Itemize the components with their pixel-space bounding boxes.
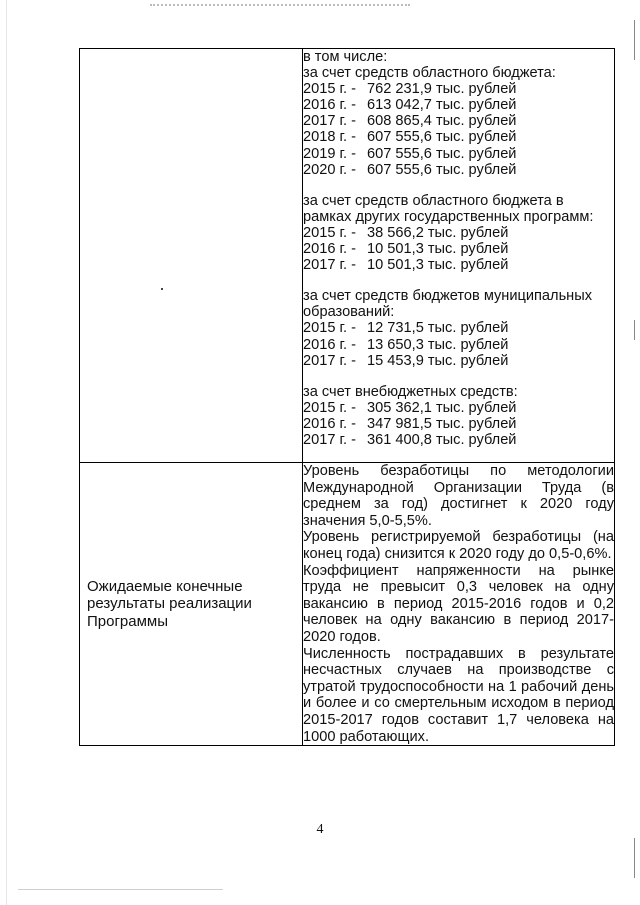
funding-year: 2019 г. -	[303, 145, 357, 162]
funding-intro: в том числе:	[303, 49, 388, 65]
scan-artifact-bottom	[18, 889, 223, 890]
funding-item	[303, 81, 614, 97]
results-label: Ожидаемые конечные результаты реализации Программы	[87, 577, 252, 630]
scan-edge-mark	[634, 320, 635, 340]
funding-amount: 38 566,2 тыс. рублей	[367, 224, 509, 241]
funding-item	[303, 416, 614, 432]
scan-artifact-top	[150, 4, 410, 8]
funding-year: 2017 г. -	[303, 113, 357, 130]
funding-year: 2015 г. -	[303, 399, 357, 416]
page-number: 4	[316, 822, 324, 837]
funding-item	[303, 432, 614, 448]
funding-amount: 607 555,6 тыс. рублей	[367, 145, 517, 162]
funding-heading: рамках других государственных программ:	[303, 208, 594, 225]
funding-item	[303, 241, 614, 257]
scan-speck	[161, 288, 163, 290]
results-label-cell	[80, 463, 303, 746]
scan-edge-mark	[634, 838, 635, 878]
funding-item	[303, 146, 614, 162]
funding-year: 2017 г. -	[303, 352, 357, 369]
funding-label-cell	[80, 49, 303, 463]
funding-amount: 607 555,6 тыс. рублей	[367, 161, 517, 178]
funding-year: 2016 г. -	[303, 97, 357, 114]
funding-year: 2016 г. -	[303, 415, 357, 432]
funding-amount: 762 231,9 тыс. рублей	[367, 81, 517, 98]
funding-amount: 347 981,5 тыс. рублей	[367, 415, 517, 432]
funding-item	[303, 353, 614, 369]
scan-edge-mark	[634, 20, 635, 60]
funding-amount: 608 865,4 тыс. рублей	[367, 113, 517, 130]
results-cell	[303, 463, 615, 746]
funding-item	[303, 129, 614, 145]
funding-year: 2016 г. -	[303, 336, 357, 353]
funding-item	[303, 320, 614, 336]
funding-row	[80, 49, 615, 463]
spacer	[303, 178, 614, 193]
results-paragraph: Уровень безработицы по методологии Международной Организации Труда (в среднем за год) достигнет к 2020 году значения 5,0-5,5%.	[303, 463, 614, 529]
scan-edge	[6, 0, 7, 905]
funding-amount: 12 731,5 тыс. рублей	[367, 320, 509, 337]
funding-item	[303, 162, 614, 178]
funding-amount: 10 501,3 тыс. рублей	[367, 241, 509, 258]
results-paragraph: Уровень регистрируемой безработицы (на конец года) снизится к 2020 году до 0,5-0,6%.	[303, 529, 614, 562]
funding-item	[303, 113, 614, 129]
funding-amount: 613 042,7 тыс. рублей	[367, 97, 517, 114]
spacer	[303, 273, 614, 288]
funding-heading: образований:	[303, 304, 395, 321]
funding-item	[303, 257, 614, 273]
funding-amount: 305 362,1 тыс. рублей	[367, 399, 517, 416]
funding-heading: за счет внебюджетных средств:	[303, 383, 518, 400]
funding-cell	[303, 49, 615, 463]
results-paragraph: Коэффициент напряженности на рынке труда не превысит 0,3 человек на одну вакансию в период 2015-2016 годов и 0,2 человек на одну вакансию в период 2017-2020 годов.	[303, 562, 614, 645]
funding-amount: 361 400,8 тыс. рублей	[367, 431, 517, 448]
funding-item	[303, 400, 614, 416]
funding-item	[303, 225, 614, 241]
funding-amount: 13 650,3 тыс. рублей	[367, 336, 509, 353]
funding-year: 2018 г. -	[303, 129, 357, 146]
spacer	[303, 369, 614, 384]
funding-heading: за счет средств областного бюджета:	[303, 65, 556, 82]
funding-year: 2020 г. -	[303, 161, 357, 178]
program-passport-table	[79, 48, 615, 746]
results-row	[80, 463, 615, 746]
funding-heading: за счет средств бюджетов муниципальных	[303, 288, 593, 305]
funding-item	[303, 337, 614, 353]
funding-amount: 15 453,9 тыс. рублей	[367, 352, 509, 369]
funding-year: 2015 г. -	[303, 224, 357, 241]
funding-heading: за счет средств областного бюджета в	[303, 192, 564, 209]
funding-amount: 607 555,6 тыс. рублей	[367, 129, 517, 146]
funding-year: 2017 г. -	[303, 257, 357, 274]
funding-year: 2015 г. -	[303, 81, 357, 98]
funding-amount: 10 501,3 тыс. рублей	[367, 257, 509, 274]
funding-year: 2016 г. -	[303, 241, 357, 258]
funding-year: 2017 г. -	[303, 431, 357, 448]
funding-item	[303, 97, 614, 113]
results-paragraph: Численность пострадавших в результате несчастных случаев на производстве с утратой трудоспособности на 1 рабочий день и более и со смертельным исходом в период 2015-2017 годов составит 1,7 человека на 1000 работающих.	[303, 645, 614, 745]
funding-year: 2015 г. -	[303, 320, 357, 337]
